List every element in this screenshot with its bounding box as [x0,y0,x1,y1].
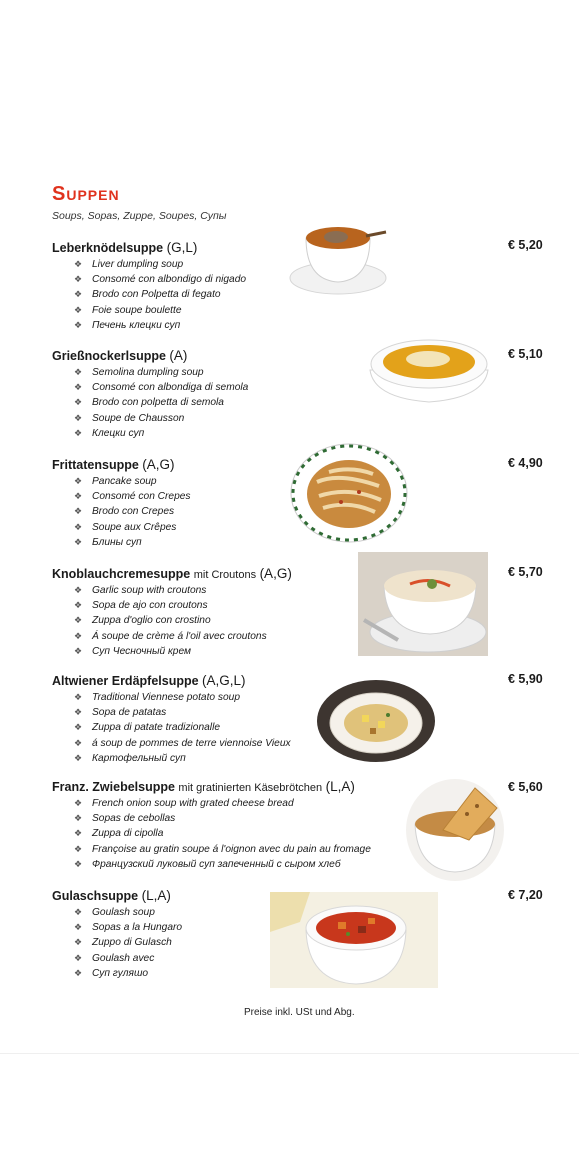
bullet-icon: ❖ [74,798,83,808]
translation-item: ❖ Pancake soup [74,474,191,489]
bullet-icon: ❖ [74,737,83,748]
menu-item-name: Altwiener Erdäpfelsuppe (A,G,L) [52,673,246,688]
allergen-codes: (A,G) [142,457,175,472]
bullet-icon: ❖ [74,907,83,917]
translation-item: ❖ Sopa de patatas [74,705,291,720]
translation-item: ❖ Суп гуляшо [74,966,182,981]
translation-list [52,796,371,872]
translation-item: ❖ Goulash soup [74,905,182,920]
bullet-icon: ❖ [74,259,83,269]
menu-item-addon: mit gratinierten Käsebrötchen [178,782,323,794]
menu-item-price: € 4,90 [508,456,543,470]
semolina-dumpling-soup-photo [366,326,492,406]
translation-item: ❖ á soup de pommes de terre viennoise Vieux [74,736,291,751]
bullet-icon: ❖ [74,491,83,502]
translation-item: ❖ Soupe de Chausson [74,411,248,426]
bullet-icon: ❖ [74,536,83,547]
translation-list [52,365,248,441]
menu-item-price: € 5,20 [508,238,543,252]
translation-item: ❖ Traditional Viennese potato soup [74,690,291,705]
bullet-icon: ❖ [74,692,83,702]
liver-dumpling-soup-photo [288,210,388,296]
translation-item: ❖ Françoise au gratin soupe á l'oignon avec du pain au fromage [74,842,371,857]
bullet-icon: ❖ [74,476,83,486]
translation-list [52,905,182,981]
bullet-icon: ❖ [74,319,83,330]
translation-item: ❖ Consomé con albondigo di nigado [74,272,246,287]
bullet-icon: ❖ [74,630,83,641]
translation-item: ❖ Печень клецки суп [74,318,246,333]
bullet-icon: ❖ [74,600,83,611]
menu-item-name: Frittatensuppe (A,G) [52,457,175,472]
translation-item: ❖ Картофельный суп [74,751,291,766]
bullet-icon: ❖ [74,367,83,377]
translation-list [52,690,291,766]
translation-item: ❖ Zuppa di patate tradizionalle [74,720,291,735]
translation-item: ❖ Brodo con polpetta di semola [74,395,248,410]
bullet-icon: ❖ [74,813,83,824]
translation-item: ❖ Foie soupe boulette [74,303,246,318]
menu-item-frittatensuppe [52,457,191,550]
bullet-icon: ❖ [74,967,83,978]
menu-item-name: Franz. Zwiebelsuppe mit gratinierten Käsebrötchen (L,A) [52,779,355,794]
bullet-icon: ❖ [74,289,83,300]
allergen-codes: (A,G,L) [202,673,246,688]
bullet-icon: ❖ [74,304,83,315]
bullet-icon: ❖ [74,506,83,517]
menu-item-name: Knoblauchcremesuppe mit Croutons (A,G) [52,566,292,581]
allergen-codes: (A,G) [259,566,292,581]
bullet-icon: ❖ [74,752,83,763]
potato-soup-photo [316,679,436,763]
translation-item: ❖ Soupe aux Crêpes [74,520,191,535]
bullet-icon: ❖ [74,858,83,869]
translation-item: ❖ Блины суп [74,535,191,550]
price-note: Preise inkl. USt und Abg. [244,1007,355,1018]
translation-item: ❖ Sopas de cebollas [74,811,371,826]
translation-list [52,474,191,550]
bullet-icon: ❖ [74,937,83,948]
bullet-icon: ❖ [74,828,83,839]
menu-item-name: Leberknödelsuppe (G,L) [52,240,198,255]
translation-item: ❖ Sopas a la Hungaro [74,920,182,935]
menu-item-price: € 5,70 [508,565,543,579]
allergen-codes: (G,L) [166,240,198,255]
translation-item: ❖ French onion soup with grated cheese bread [74,796,371,811]
menu-item-name: Gulaschsuppe (L,A) [52,888,171,903]
bullet-icon: ❖ [74,722,83,733]
translation-item: ❖ Zuppa di cipolla [74,826,371,841]
bullet-icon: ❖ [74,843,83,854]
translation-item: ❖ Garlic soup with croutons [74,583,292,598]
page-title: Suppen [52,183,120,205]
goulash-soup-photo [270,892,438,988]
bullet-icon: ❖ [74,427,83,438]
translation-item: ❖ Brodo con Polpetta di fegato [74,287,246,302]
menu-item-altwiener-erdaepfelsuppe [52,673,291,766]
allergen-codes: (L,A) [325,779,355,794]
translation-item: ❖ Французский луковый суп запеченный с сыром хлеб [74,857,371,872]
allergen-codes: (L,A) [141,888,171,903]
menu-item-price: € 5,60 [508,780,543,794]
pancake-soup-photo [289,442,409,544]
menu-item-price: € 5,10 [508,347,543,361]
bullet-icon: ❖ [74,521,83,532]
bullet-icon: ❖ [74,707,83,718]
translation-item: ❖ Semolina dumpling soup [74,365,248,380]
menu-item-price: € 5,90 [508,672,543,686]
translation-item: ❖ Liver dumpling soup [74,257,246,272]
translation-item: ❖ Zuppa d'oglio con crostino [74,613,292,628]
page-subtitle: Soups, Sopas, Zuppe, Soupes, Супы [52,210,227,222]
translation-item: ❖ Goulash avec [74,951,182,966]
bullet-icon: ❖ [74,382,83,393]
translation-list [52,257,246,333]
menu-item-knoblauchcremesuppe [52,566,292,659]
menu-item-addon: mit Croutons [193,569,257,581]
garlic-cream-soup-photo [358,552,488,656]
bullet-icon: ❖ [74,922,83,933]
onion-soup-photo [405,778,505,882]
translation-item: ❖ Sopa de ajo con croutons [74,598,292,613]
bullet-icon: ❖ [74,645,83,656]
menu-item-price: € 7,20 [508,888,543,902]
bullet-icon: ❖ [74,412,83,423]
bullet-icon: ❖ [74,615,83,626]
bullet-icon: ❖ [74,952,83,963]
bullet-icon: ❖ [74,274,83,285]
allergen-codes: (A) [169,348,188,363]
translation-item: ❖ Consomé con albondiga di semola [74,380,248,395]
bullet-icon: ❖ [74,397,83,408]
menu-item-name: Grießnockerlsuppe (A) [52,348,188,363]
translation-item: ❖ Brodo con Crepes [74,504,191,519]
menu-item-griessnockerlsuppe [52,348,248,441]
translation-list [52,583,292,659]
translation-item: ❖ Клецки суп [74,426,248,441]
page-divider [0,1053,579,1054]
menu-item-leberknoedelsuppe [52,240,246,333]
menu-item-gulaschsuppe [52,888,182,981]
translation-item: ❖ Суп Чесночный крем [74,644,292,659]
translation-item: ❖ Á soupe de crème á l'oil avec croutons [74,629,292,644]
translation-item: ❖ Consomé con Crepes [74,489,191,504]
menu-item-franz-zwiebelsuppe [52,779,371,872]
translation-item: ❖ Zuppo di Gulasch [74,935,182,950]
bullet-icon: ❖ [74,585,83,595]
